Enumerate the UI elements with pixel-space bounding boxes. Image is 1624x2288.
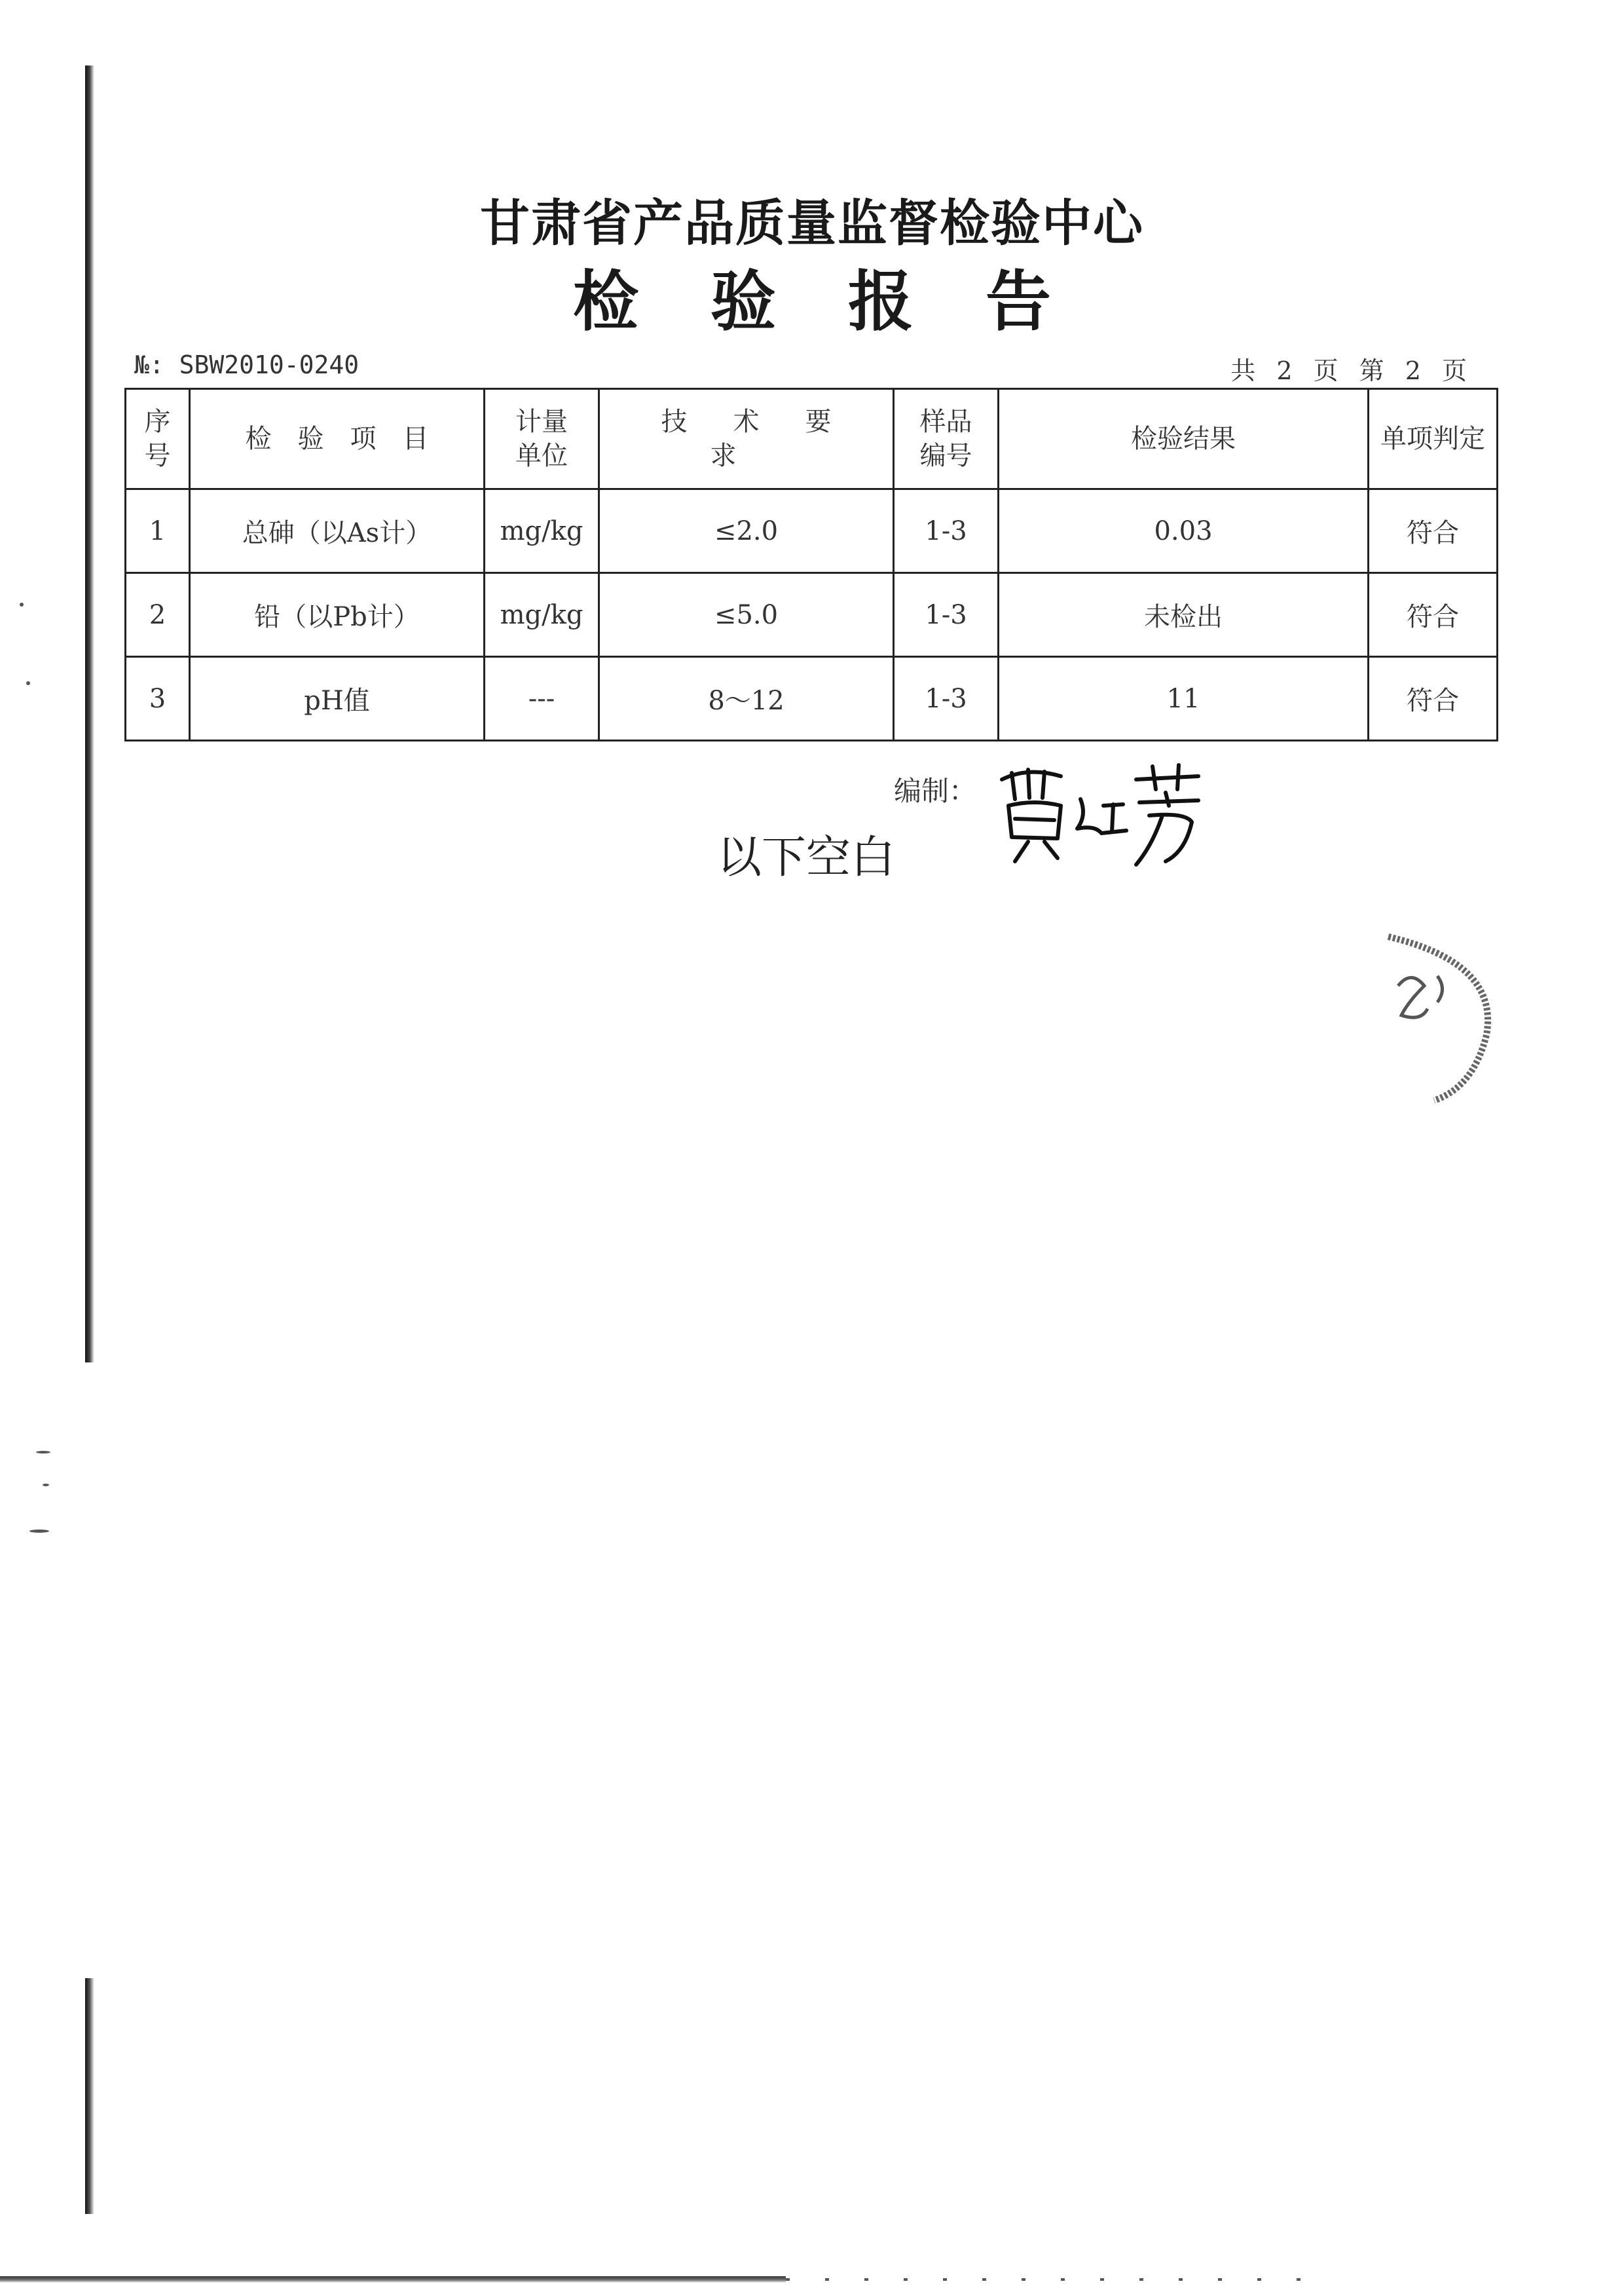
cell-unit: mg/kg (485, 573, 599, 657)
cell-sample-no: 1-3 (894, 573, 999, 657)
column-header-judgement: 单项判定 (1369, 389, 1498, 489)
column-header-result: 检验结果 (999, 389, 1369, 489)
cell-result: 0.03 (999, 489, 1369, 573)
report-number: №: SBW2010-0240 (134, 350, 360, 379)
cell-result: 未检出 (999, 573, 1369, 657)
cell-sample-no: 1-3 (894, 657, 999, 741)
column-header-sample-no: 样品编号 (894, 389, 999, 489)
table-header-row (126, 389, 1498, 489)
cell-item: pH值 (190, 657, 485, 741)
scan-speck (26, 681, 30, 685)
cell-unit: --- (485, 657, 599, 741)
cell-seq: 3 (126, 657, 190, 741)
blank-below-note: 以下空白 (717, 832, 896, 884)
cell-requirement: ≤5.0 (599, 573, 894, 657)
organization-title: 甘肃省产品质量监督检验中心 (480, 194, 1144, 252)
cell-requirement: 8～12 (599, 657, 894, 741)
cell-item: 铅（以Pb计） (190, 573, 485, 657)
cell-unit: mg/kg (485, 489, 599, 573)
cell-item: 总砷（以As计） (190, 489, 485, 573)
cell-seq: 2 (126, 573, 190, 657)
compiler-label: 编制： (894, 775, 977, 807)
column-header-item: 检验项目 (190, 389, 485, 489)
scan-speck (20, 603, 24, 607)
column-header-requirement: 技术要求 (599, 389, 894, 489)
scan-speck (29, 1529, 49, 1533)
cell-requirement: ≤2.0 (599, 489, 894, 573)
table-row (126, 573, 1498, 657)
cell-judgement: 符合 (1369, 573, 1498, 657)
table-row (126, 657, 1498, 741)
cell-result: 11 (999, 657, 1369, 741)
column-header-unit: 计量单位 (485, 389, 599, 489)
partial-seal-stamp (1375, 924, 1506, 1107)
cell-judgement: 符合 (1369, 489, 1498, 573)
report-title: 检验报告 (573, 263, 1123, 340)
compiler-signature (989, 753, 1211, 871)
cell-judgement: 符合 (1369, 657, 1498, 741)
page-count: 共 2 页 第 2 页 (1230, 356, 1473, 385)
cell-sample-no: 1-3 (894, 489, 999, 573)
scan-edge-left-bottom (85, 1978, 94, 2214)
scan-edge-bottom-dots (786, 2278, 1310, 2281)
table-row (126, 489, 1498, 573)
scan-speck (36, 1451, 50, 1453)
scan-speck (43, 1484, 49, 1486)
scan-edge-bottom (0, 2276, 786, 2283)
inspection-results-table (124, 388, 1498, 741)
cell-seq: 1 (126, 489, 190, 573)
column-header-seq: 序号 (126, 389, 190, 489)
